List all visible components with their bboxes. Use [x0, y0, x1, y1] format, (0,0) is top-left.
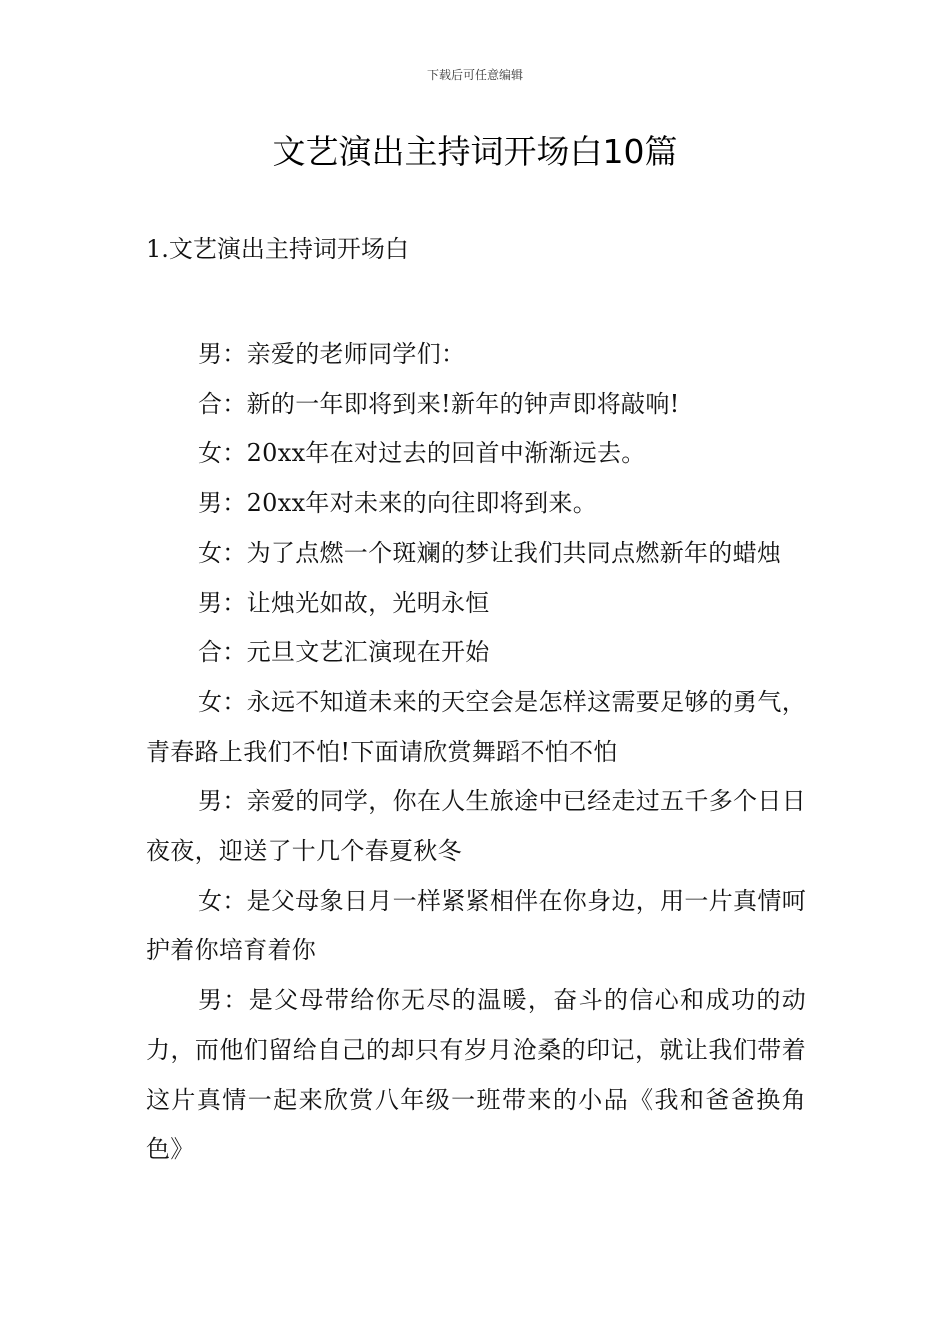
dialogue-line: 女：为了点燃一个斑斓的梦让我们共同点燃新年的蜡烛 — [198, 538, 782, 567]
dialogue-line: 合：新的一年即将到来!新年的钟声即将敲响! — [198, 389, 680, 418]
section-heading: 1.文艺演出主持词开场白 — [146, 235, 409, 263]
header-note: 下载后可任意编辑 — [426, 68, 523, 82]
dialogue-line: 女：20xx年在对过去的回首中渐渐远去。 — [198, 439, 646, 468]
dialogue-line: 男：是父母带给你无尽的温暖，奋斗的信心和成功的动力，而他们留给自己的却只有岁月沧桑的印记，就让我们带着这片真情一起来欣赏八年级一班带来的小品《我和爸爸换角色》 — [146, 986, 806, 1164]
dialogue-line: 女：永远不知道未来的天空会是怎样这需要足够的勇气，青春路上我们不怕!下面请欣赏舞蹈不怕不怕 — [146, 687, 806, 766]
document-title: 文艺演出主持词开场白10篇 — [272, 132, 678, 171]
dialogue-line: 男：亲爱的同学，你在人生旅途中已经走过五千多个日日夜夜，迎送了十几个春夏秋冬 — [146, 787, 806, 866]
dialogue-line: 合：元旦文艺汇演现在开始 — [198, 638, 490, 667]
dialogue-line: 男：20xx年对未来的向往即将到来。 — [198, 489, 598, 518]
dialogue-line: 女：是父母象日月一样紧紧相伴在你身边，用一片真情呵护着你培育着你 — [146, 886, 806, 965]
dialogue-body — [146, 330, 806, 1175]
dialogue-line: 男：让烛光如故，光明永恒 — [198, 588, 490, 617]
dialogue-line: 男：亲爱的老师同学们： — [198, 340, 466, 368]
